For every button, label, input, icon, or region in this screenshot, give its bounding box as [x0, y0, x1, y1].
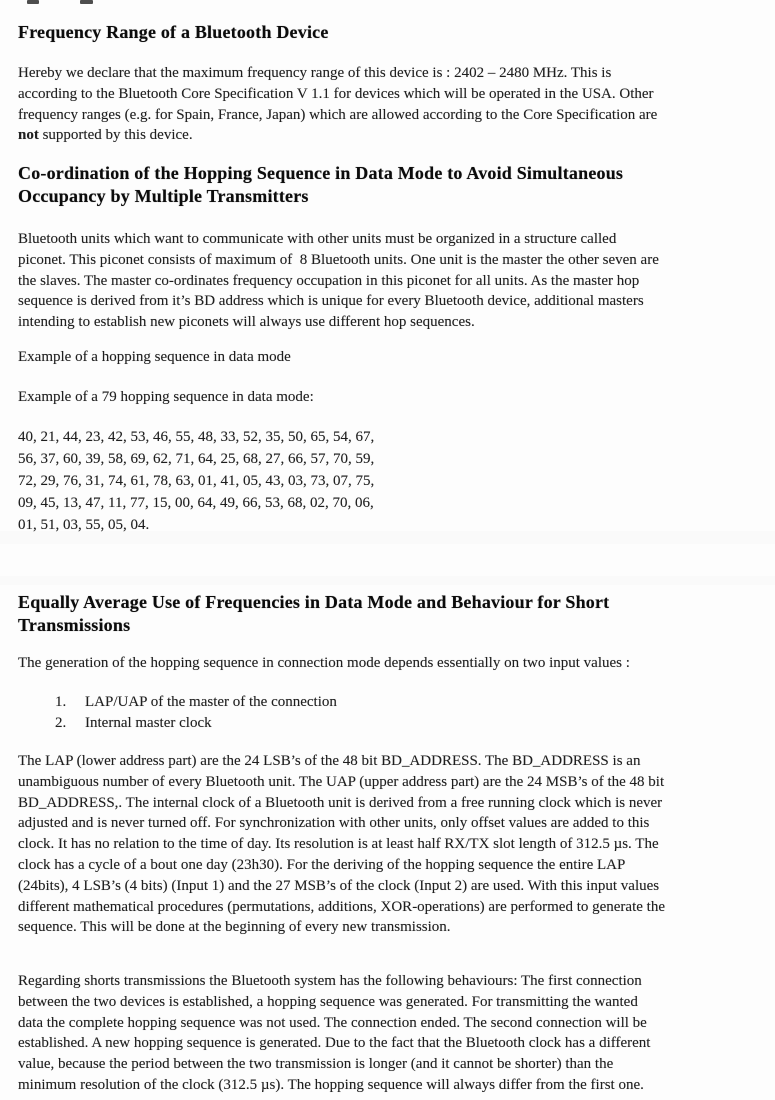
paragraph-lap-uap	[18, 751, 665, 938]
text-line: the slaves. The master co-ordinates frequency occupation in this piconet for all units. As the master hop	[18, 272, 640, 289]
hopping-sequence-numbers	[18, 426, 374, 536]
paragraph-frequency-range	[18, 63, 657, 146]
text-line: intending to establish new piconets will always use different hop sequences.	[18, 314, 475, 331]
text-line: The LAP (lower address part) are the 24 LSB’s of the 48 bit BD_ADDRESS. The BD_ADDRESS is an	[18, 753, 641, 769]
text-line: 01, 51, 03, 55, 05, 04.	[18, 517, 150, 533]
cut-off-glyph-mark	[27, 0, 39, 4]
text-line: sequence is derived from it’s BD address which is unique for every Bluetooth device, additional masters	[18, 293, 644, 310]
list-item-number: 2.	[55, 715, 67, 731]
text-line: minimum resolution of the clock (312.5 µs). The hopping sequence will always differ from the first one.	[18, 1076, 644, 1093]
text-line: between the two devices is established, a hopping sequence was generated. For transmitting the wanted	[18, 993, 638, 1010]
text-line: value, because the period between the two transmission is longer (and it cannot be shorter) than the	[18, 1056, 614, 1073]
paragraph-short-transmissions	[18, 971, 650, 1096]
text-line: different mathematical procedures (permutations, additions, XOR-operations) are performed to generate the	[18, 898, 665, 915]
text-line: 09, 45, 13, 47, 11, 77, 15, 00, 64, 49, 66, 53, 68, 02, 70, 06,	[18, 495, 374, 511]
text-line: 56, 37, 60, 39, 58, 69, 62, 71, 64, 25, 68, 27, 66, 57, 70, 59,	[18, 451, 375, 467]
list-item-text: Internal master clock	[85, 715, 212, 731]
text-line: sequence. This will be done at the beginning of every new transmission.	[18, 919, 451, 936]
bold-word-not: not	[18, 127, 39, 144]
caption-example-79-hopping: Example of a 79 hopping sequence in data mode:	[18, 389, 314, 405]
list-item	[18, 713, 337, 734]
paragraph-frequency-range-last-line: not supported by this device.	[18, 127, 193, 144]
list-item	[18, 692, 337, 713]
text-line: Bluetooth units which want to communicate with other units must be organized in a structure called	[18, 231, 617, 247]
heading-frequency-range: Frequency Range of a Bluetooth Device	[18, 22, 329, 42]
text-line: (24bits), 4 LSB’s (4 bits) (Input 1) and the 27 MSB’s of the clock (Input 2) are used. With this input values	[18, 877, 660, 894]
text-line: adjusted and is never turned off. For synchronization with other units, only offset values are added to this	[18, 815, 650, 832]
caption-example-hopping: Example of a hopping sequence in data mode	[18, 349, 291, 365]
text-line: 40, 21, 44, 23, 42, 53, 46, 55, 48, 33, 52, 35, 50, 65, 54, 67,	[18, 429, 375, 445]
paragraph-generation-intro: The generation of the hopping sequence in connection mode depends essentially on two input values :	[18, 655, 630, 671]
list-item-number: 1.	[55, 694, 67, 710]
text-line: Regarding shorts transmissions the Bluetooth system has the following behaviours: The first connection	[18, 973, 642, 989]
text-line: according to the Bluetooth Core Specification V 1.1 for devices which will be operated in the USA. Other	[18, 85, 654, 102]
text-line: unambiguous number of every Bluetooth unit. The UAP (upper address part) are the 24 MSB’s of the 48 bit	[18, 773, 665, 790]
text-line: BD_ADDRESS,. The internal clock of a Bluetooth unit is derived from a free running clock which is never	[18, 794, 663, 811]
text-line: 72, 29, 76, 31, 74, 61, 78, 63, 01, 41, 05, 43, 03, 73, 07, 75,	[18, 473, 375, 489]
input-values-list	[18, 692, 337, 734]
text-line: established. A new hopping sequence is generated. Due to the fact that the Bluetooth clock has a different	[18, 1035, 651, 1052]
cut-off-glyph-mark	[80, 0, 93, 4]
list-item-text: LAP/UAP of the master of the connection	[85, 694, 337, 710]
text-line: clock. It has no relation to the time of day. Its resolution is at least half RX/TX slot length of 312.5 µs. The	[18, 836, 659, 853]
scan-artifact-band	[0, 576, 775, 585]
heading-coordination-hopping: Co-ordination of the Hopping Sequence in Data Mode to Avoid Simultaneous Occupancy by Multiple Transmitters	[18, 163, 624, 206]
text-line: Hereby we declare that the maximum frequency range of this device is : 2402 – 2480 MHz. This is	[18, 65, 612, 81]
text-line: frequency ranges (e.g. for Spain, France, Japan) which are allowed according to the Core Specification are	[18, 106, 658, 123]
heading-equally-average-use: Equally Average Use of Frequencies in Data Mode and Behaviour for Short Transmissions	[18, 592, 610, 635]
text-line: clock has a cycle of a bout one day (23h30). For the deriving of the hopping sequence the entire LAP	[18, 856, 626, 873]
text-line: data the complete hopping sequence was not used. The connection ended. The second connection will be	[18, 1014, 647, 1031]
text-line: piconet. This piconet consists of maximum of 8 Bluetooth units. One unit is the master the other seven are	[18, 251, 659, 268]
paragraph-piconet	[18, 229, 659, 333]
